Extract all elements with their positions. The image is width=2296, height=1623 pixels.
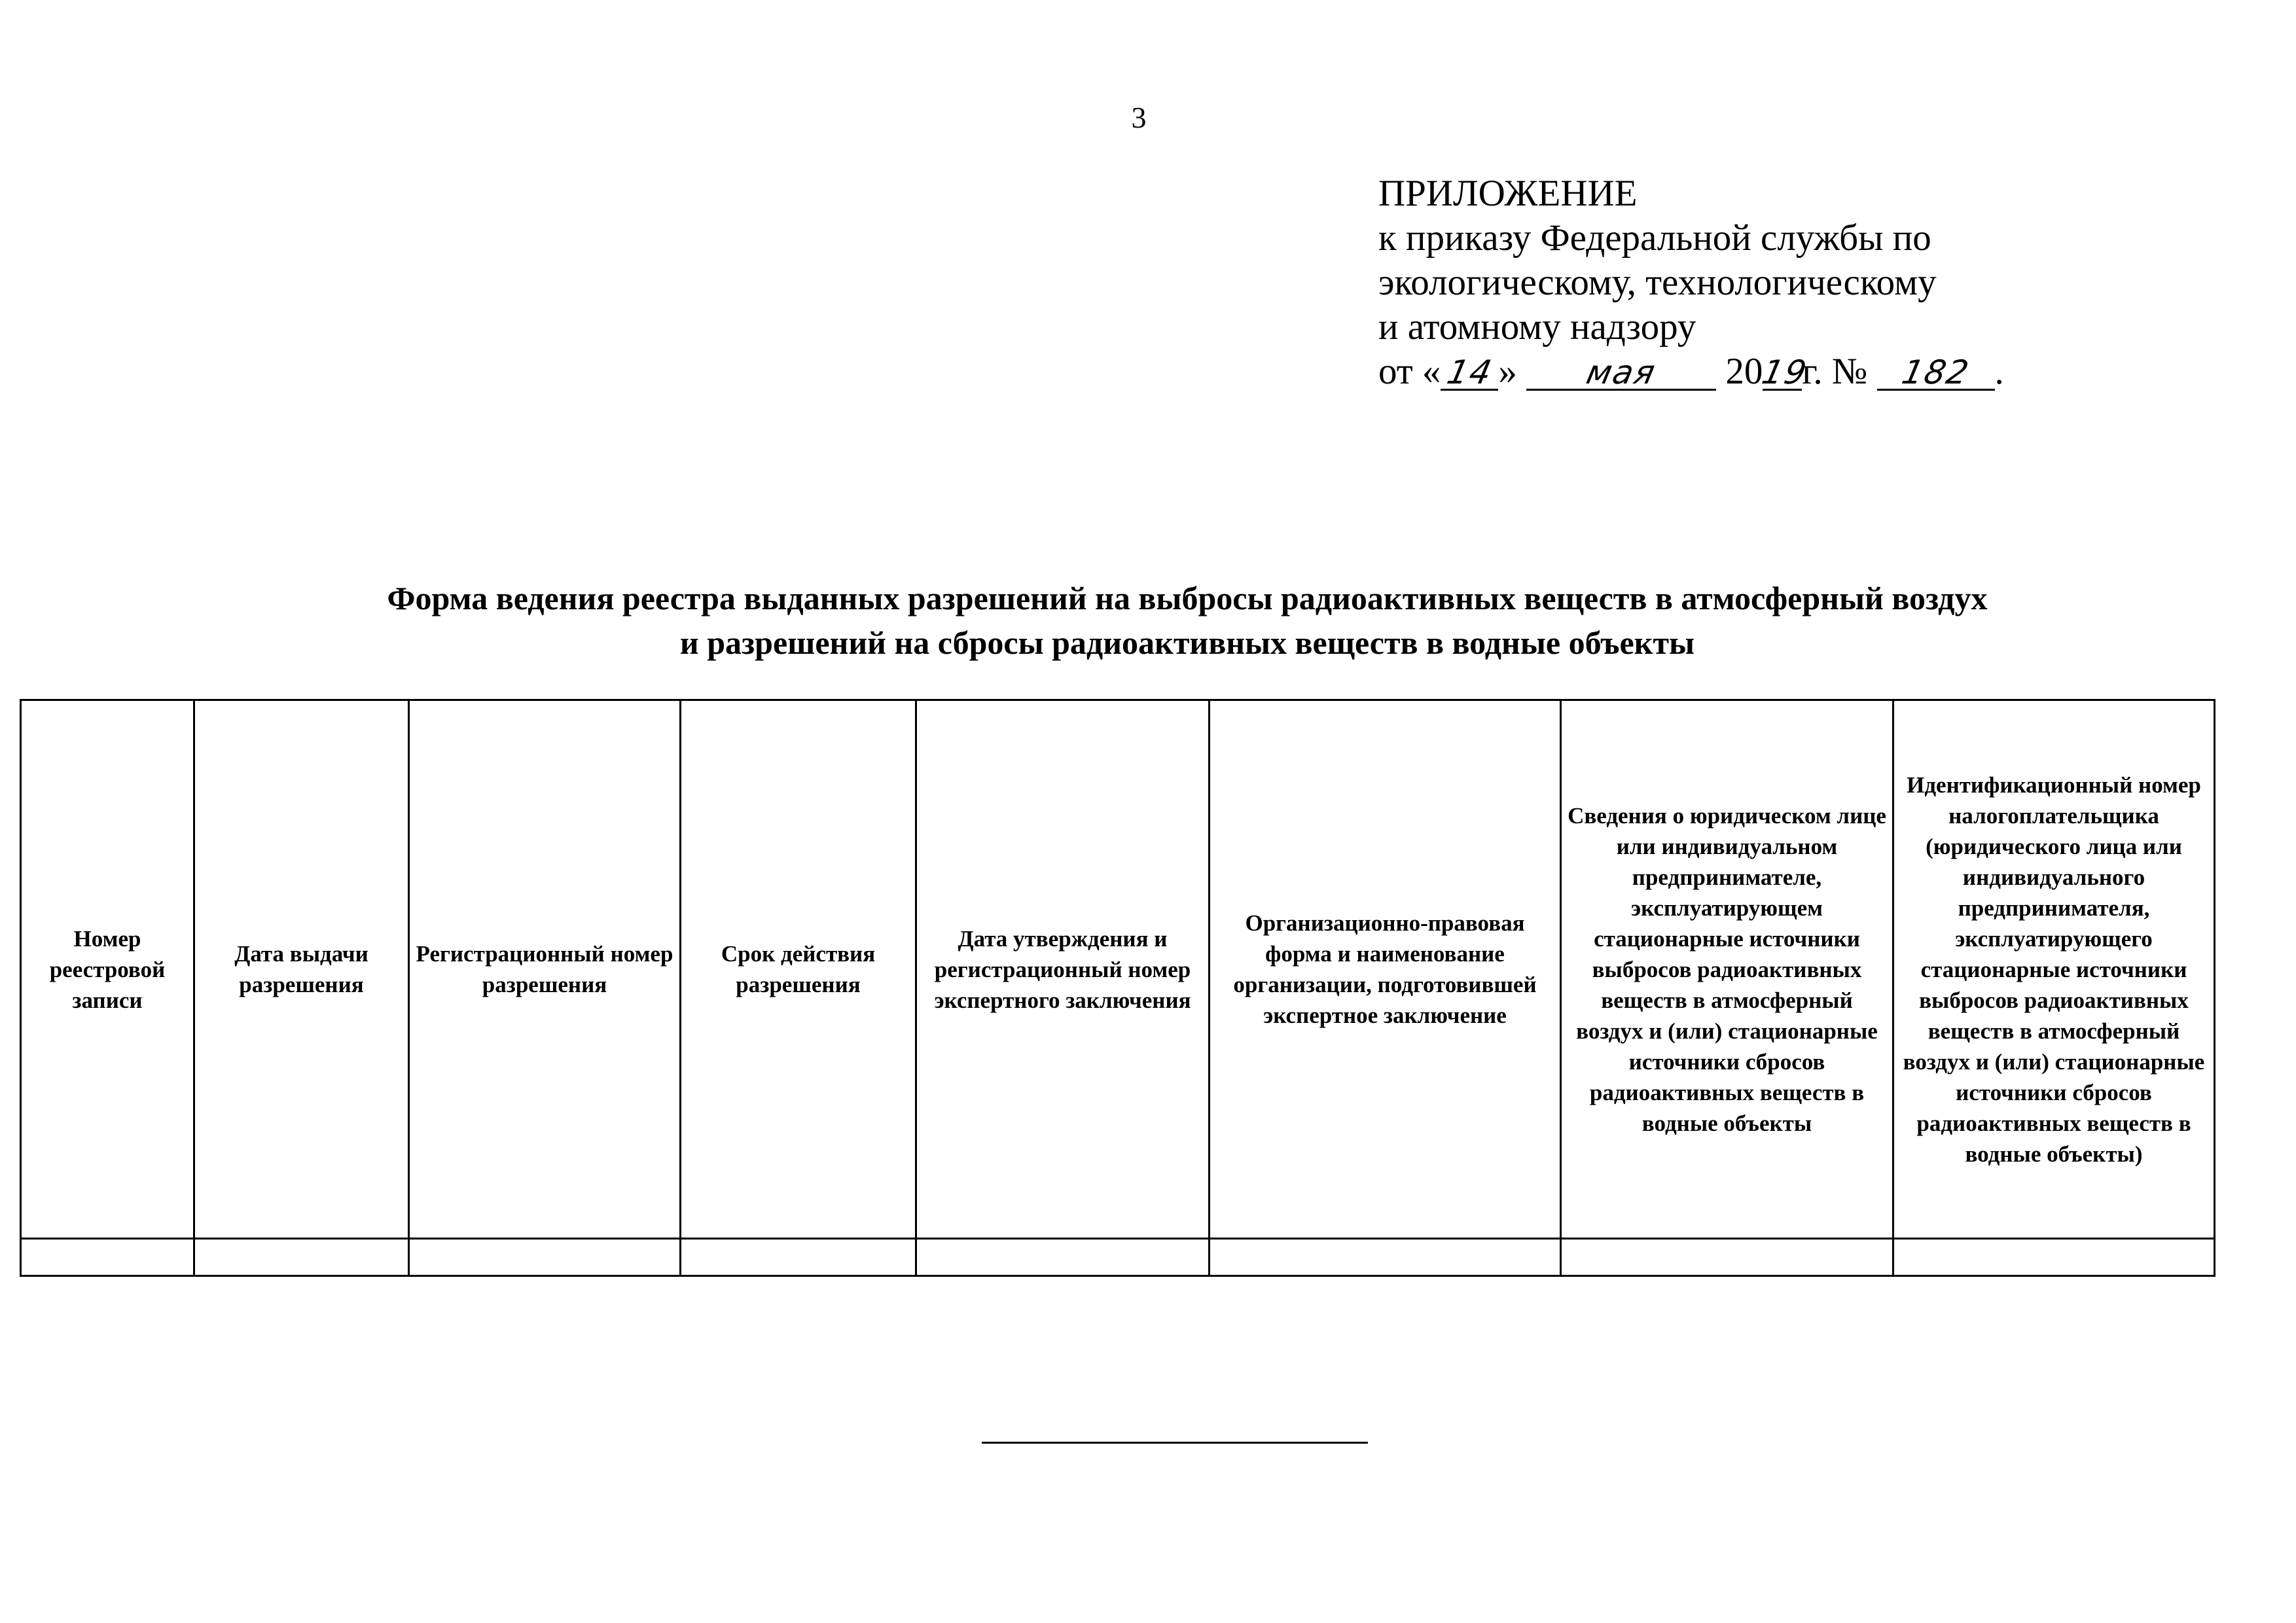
header-expert-conclusion: Дата утверждения и регистрационный номер экспертного заключения bbox=[916, 700, 1210, 1239]
table-cell bbox=[916, 1239, 1210, 1276]
handwritten-month: мая bbox=[1526, 356, 1716, 391]
table-cell bbox=[194, 1239, 409, 1276]
appendix-line-2: экологическому, технологическому bbox=[1378, 262, 1937, 303]
order-prefix: от « bbox=[1378, 351, 1441, 392]
order-year-prefix: 20 bbox=[1725, 351, 1763, 392]
header-operator-info: Сведения о юридическом лице или индивидуальном предпринимателе, эксплуатирующем стационарные источники выбросов радиоактивных веществ в атмосферный воздух и (или) стационарные источники сбросов радиоактивных веществ в водные объекты bbox=[1561, 700, 1893, 1239]
header-taxpayer-id: Идентификационный номер налогоплательщика (юридического лица или индивидуального предпринимателя, эксплуатирующего стационарные источники выбросов радиоактивных веществ в атмосферный воздух и (или) стационарные источники сбросов радиоактивных веществ в водные объекты) bbox=[1893, 700, 2215, 1239]
title-line-2: и разрешений на сбросы радиоактивных веществ в водные объекты bbox=[679, 624, 1695, 661]
table-cell bbox=[409, 1239, 681, 1276]
footer-divider bbox=[982, 1442, 1368, 1444]
header-issue-date: Дата выдачи разрешения bbox=[194, 700, 409, 1239]
table-cell bbox=[21, 1239, 194, 1276]
appendix-heading: ПРИЛОЖЕНИЕ bbox=[1378, 173, 1638, 214]
table-cell bbox=[681, 1239, 916, 1276]
page-number: 3 bbox=[1131, 101, 1147, 134]
order-end: . bbox=[1994, 351, 2004, 392]
appendix-line-1: к приказу Федеральной службы по bbox=[1378, 217, 1931, 259]
table-cell bbox=[1893, 1239, 2215, 1276]
handwritten-day: 14 bbox=[1441, 356, 1498, 391]
header-validity-period: Срок действия разрешения bbox=[681, 700, 916, 1239]
title-line-1: Форма ведения реестра выданных разрешений на выбросы радиоактивных веществ в атмосферный воздух bbox=[387, 580, 1988, 616]
register-table bbox=[20, 699, 2215, 1277]
order-date-line bbox=[1378, 349, 2098, 394]
handwritten-year: 19 bbox=[1759, 353, 1812, 391]
handwritten-order-number: 182 bbox=[1877, 356, 1995, 391]
header-record-number: Номер реестровой записи bbox=[21, 700, 194, 1239]
table-header-row bbox=[21, 700, 2215, 1239]
table-cell bbox=[1561, 1239, 1893, 1276]
table-cell bbox=[1210, 1239, 1561, 1276]
appendix-line-3: и атомному надзору bbox=[1378, 306, 1696, 348]
order-day-close: » bbox=[1498, 351, 1517, 392]
document-title bbox=[0, 576, 2296, 665]
order-year-end: г. № bbox=[1802, 351, 1868, 392]
appendix-block bbox=[1378, 171, 2098, 394]
header-expert-organization: Организационно-правовая форма и наименование организации, подготовившей экспертное заключение bbox=[1210, 700, 1561, 1239]
table-row bbox=[21, 1239, 2215, 1276]
header-registration-number: Регистрационный номер разрешения bbox=[409, 700, 681, 1239]
